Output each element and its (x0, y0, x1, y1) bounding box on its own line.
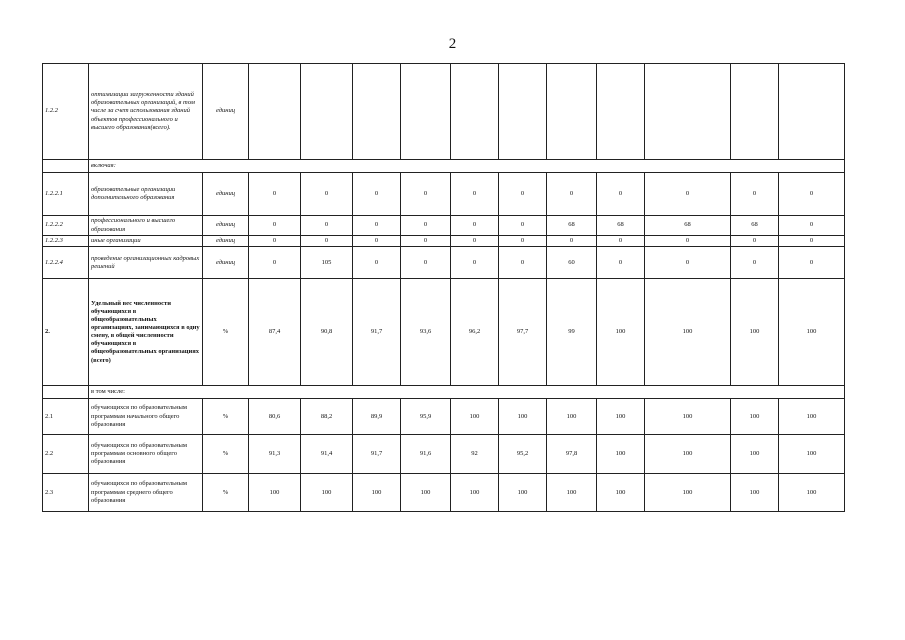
value-cell: 0 (645, 247, 731, 279)
value-cell: 95,9 (401, 399, 451, 435)
table-row (43, 435, 845, 474)
value-cell: 0 (451, 216, 499, 236)
value-cell: 100 (731, 399, 779, 435)
page-number: 2 (448, 36, 457, 52)
value-cell: 0 (731, 173, 779, 216)
value-cell (499, 64, 547, 160)
value-cell: 100 (645, 399, 731, 435)
table-row (43, 474, 845, 512)
value-cell: 91,3 (249, 435, 301, 474)
table-row (43, 386, 845, 399)
value-cell (249, 64, 301, 160)
value-cell: 0 (547, 236, 597, 247)
value-cell (779, 64, 845, 160)
row-code: 2.1 (43, 399, 89, 435)
value-cell: 0 (451, 236, 499, 247)
value-cell: 100 (499, 399, 547, 435)
value-cell: 100 (779, 435, 845, 474)
value-cell: 100 (779, 279, 845, 386)
value-cell: 99 (547, 279, 597, 386)
value-cell (597, 64, 645, 160)
value-cell: 0 (401, 216, 451, 236)
value-cell (731, 64, 779, 160)
value-cell: 0 (301, 236, 353, 247)
value-cell: 96,2 (451, 279, 499, 386)
value-cell: 100 (731, 279, 779, 386)
row-unit: единиц (203, 64, 249, 160)
value-cell: 0 (499, 236, 547, 247)
value-cell: 100 (645, 435, 731, 474)
value-cell: 100 (597, 279, 645, 386)
value-cell (353, 64, 401, 160)
value-cell: 100 (597, 474, 645, 512)
row-code: 2. (43, 279, 89, 386)
value-cell: 91,4 (301, 435, 353, 474)
indicator-table (42, 63, 845, 512)
row-name: обучающихся по образовательным программам основного общего образования (89, 435, 203, 474)
table-row (43, 399, 845, 435)
value-cell: 0 (301, 173, 353, 216)
value-cell: 100 (779, 474, 845, 512)
value-cell: 87,4 (249, 279, 301, 386)
table-body (43, 64, 845, 512)
value-cell: 68 (731, 216, 779, 236)
table-row (43, 279, 845, 386)
row-code (43, 160, 89, 173)
value-cell: 93,6 (401, 279, 451, 386)
value-cell: 100 (779, 399, 845, 435)
value-cell: 97,8 (547, 435, 597, 474)
table-row (43, 64, 845, 160)
value-cell: 100 (731, 474, 779, 512)
value-cell: 100 (547, 399, 597, 435)
table-row (43, 247, 845, 279)
row-name: обучающихся по образовательным программам среднего общего образования (89, 474, 203, 512)
value-cell: 0 (353, 236, 401, 247)
value-cell: 0 (499, 173, 547, 216)
value-cell (301, 64, 353, 160)
value-cell: 0 (645, 173, 731, 216)
value-cell: 100 (249, 474, 301, 512)
value-cell: 100 (645, 474, 731, 512)
value-cell: 80,6 (249, 399, 301, 435)
value-cell: 0 (779, 173, 845, 216)
value-cell: 0 (731, 236, 779, 247)
row-unit: единиц (203, 216, 249, 236)
value-cell: 97,7 (499, 279, 547, 386)
value-cell: 100 (731, 435, 779, 474)
row-name: в том числе: (89, 386, 845, 399)
value-cell: 91,7 (353, 435, 401, 474)
value-cell: 60 (547, 247, 597, 279)
row-code: 2.3 (43, 474, 89, 512)
row-unit: % (203, 474, 249, 512)
value-cell: 68 (547, 216, 597, 236)
value-cell: 0 (731, 247, 779, 279)
value-cell: 68 (597, 216, 645, 236)
value-cell: 0 (249, 216, 301, 236)
row-unit: % (203, 435, 249, 474)
value-cell: 100 (301, 474, 353, 512)
row-unit: % (203, 279, 249, 386)
row-code: 1.2.2.2 (43, 216, 89, 236)
value-cell: 0 (779, 236, 845, 247)
value-cell: 100 (353, 474, 401, 512)
value-cell: 105 (301, 247, 353, 279)
value-cell (547, 64, 597, 160)
row-code: 1.2.2 (43, 64, 89, 160)
table-row (43, 173, 845, 216)
table-row (43, 236, 845, 247)
value-cell: 0 (353, 216, 401, 236)
value-cell (645, 64, 731, 160)
value-cell: 91,6 (401, 435, 451, 474)
value-cell: 68 (645, 216, 731, 236)
value-cell: 100 (597, 435, 645, 474)
value-cell: 0 (249, 236, 301, 247)
value-cell: 100 (547, 474, 597, 512)
row-code: 1.2.2.3 (43, 236, 89, 247)
value-cell: 91,7 (353, 279, 401, 386)
row-unit: единиц (203, 173, 249, 216)
value-cell: 90,8 (301, 279, 353, 386)
row-name: Удельный вес численности обучающихся в общеобразовательных организациях, занимающихся в одну смену, в общей численности обучающихся в общеобразовательных организациях (всего) (89, 279, 203, 386)
value-cell: 0 (499, 216, 547, 236)
value-cell: 0 (401, 236, 451, 247)
value-cell: 0 (645, 236, 731, 247)
value-cell: 0 (249, 247, 301, 279)
value-cell: 0 (301, 216, 353, 236)
row-unit: единиц (203, 247, 249, 279)
table-row (43, 160, 845, 173)
row-name: образовательные организации дополнительного образования (89, 173, 203, 216)
value-cell: 100 (499, 474, 547, 512)
row-name: проведение организационных кадровых решений (89, 247, 203, 279)
value-cell: 100 (597, 399, 645, 435)
value-cell: 0 (451, 247, 499, 279)
value-cell: 100 (645, 279, 731, 386)
row-name: включая: (89, 160, 845, 173)
value-cell: 0 (597, 247, 645, 279)
value-cell: 0 (401, 247, 451, 279)
value-cell: 0 (401, 173, 451, 216)
row-code: 1.2.2.1 (43, 173, 89, 216)
row-name: иные организации (89, 236, 203, 247)
row-name: профессионального и высшего образования (89, 216, 203, 236)
value-cell (451, 64, 499, 160)
row-code: 1.2.2.4 (43, 247, 89, 279)
value-cell (401, 64, 451, 160)
row-unit: % (203, 399, 249, 435)
row-name: оптимизации загруженности зданий образовательных организаций, в том числе за счет использования зданий объектов профессионального и высшего образования(всего). (89, 64, 203, 160)
value-cell: 0 (779, 247, 845, 279)
value-cell: 95,2 (499, 435, 547, 474)
value-cell: 88,2 (301, 399, 353, 435)
value-cell: 100 (401, 474, 451, 512)
row-unit: единиц (203, 236, 249, 247)
value-cell: 0 (597, 236, 645, 247)
table-row (43, 216, 845, 236)
value-cell: 0 (597, 173, 645, 216)
value-cell: 0 (249, 173, 301, 216)
row-code: 2.2 (43, 435, 89, 474)
value-cell: 0 (353, 173, 401, 216)
value-cell: 100 (451, 474, 499, 512)
value-cell: 0 (499, 247, 547, 279)
value-cell: 0 (547, 173, 597, 216)
row-name: обучающихся по образовательным программам начального общего образования (89, 399, 203, 435)
value-cell: 0 (353, 247, 401, 279)
row-code (43, 386, 89, 399)
value-cell: 89,9 (353, 399, 401, 435)
value-cell: 92 (451, 435, 499, 474)
value-cell: 0 (451, 173, 499, 216)
value-cell: 0 (779, 216, 845, 236)
value-cell: 100 (451, 399, 499, 435)
